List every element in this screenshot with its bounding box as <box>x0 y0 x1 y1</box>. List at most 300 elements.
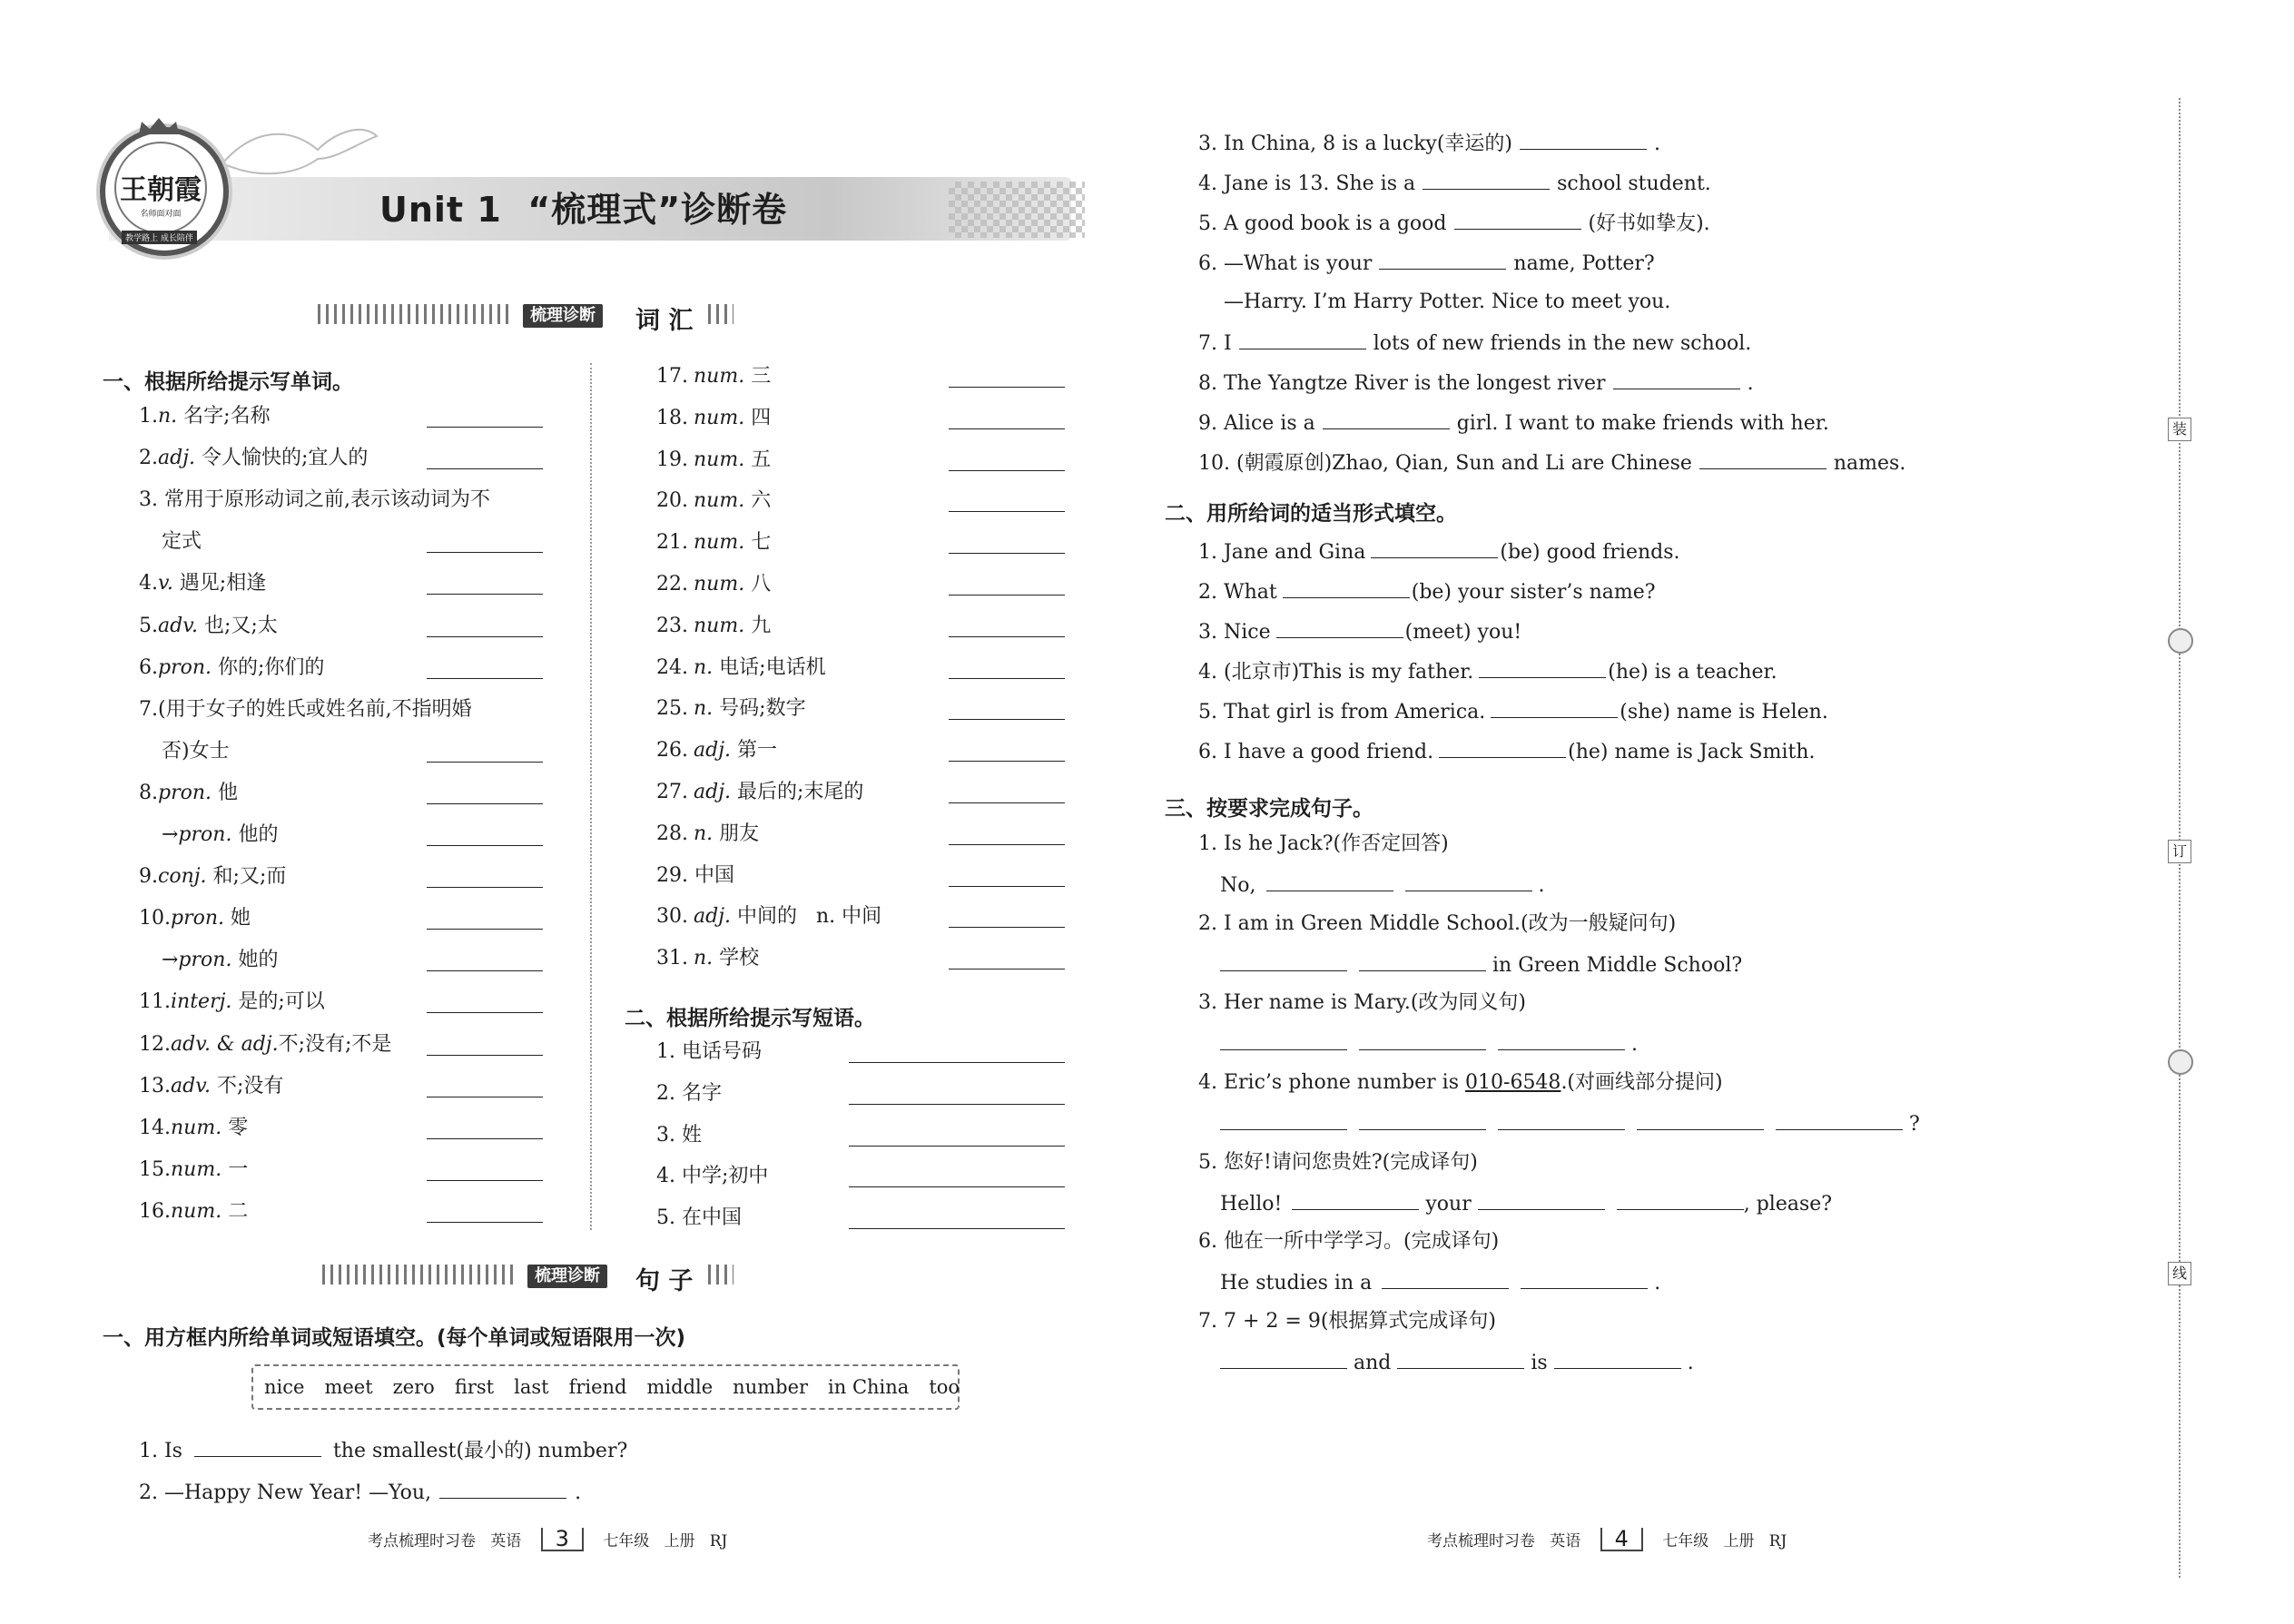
crown-icon <box>136 116 182 136</box>
task-2-prompt: 2. I am in Green Middle School.(改为一般疑问句) <box>1198 912 1677 935</box>
answer-blank[interactable] <box>1613 369 1740 389</box>
page-title: Unit 1 “梳理式”诊断卷 <box>379 190 788 230</box>
word-bank-item: in China <box>828 1376 910 1398</box>
answer-blank[interactable] <box>427 427 543 428</box>
part-of-speech: num. <box>694 407 745 429</box>
part-of-speech: num. <box>694 573 745 595</box>
answer-blank[interactable] <box>1454 209 1581 230</box>
answer-blank[interactable] <box>949 511 1065 512</box>
item-prompt: 中间的 n. 中间 <box>731 905 882 928</box>
vocab-part2-title: 二、根据所给提示写短语。 <box>625 1007 875 1030</box>
vocab-item <box>656 363 771 390</box>
answer-blank[interactable] <box>1617 1189 1744 1210</box>
item-prompt: 你的;你们的 <box>212 656 325 679</box>
word-bank-item: too <box>929 1376 960 1398</box>
task-5-prompt: 5. 您好!请问您贵姓?(完成译句) <box>1198 1151 1478 1174</box>
fill-in-item <box>1198 408 1829 438</box>
part-of-speech: n. <box>694 947 714 969</box>
answer-blank[interactable] <box>1382 1268 1509 1289</box>
part-of-speech: interj. <box>171 990 232 1013</box>
answer-blank[interactable] <box>949 761 1065 762</box>
question-text: 4. Jane is 13. She is a <box>1198 172 1416 195</box>
prompt-text: .(对画线部分提问) <box>1561 1071 1723 1094</box>
vocab-item <box>139 780 238 807</box>
part-of-speech: num. <box>694 365 745 388</box>
task-5-answer-line <box>1220 1189 1832 1218</box>
part-of-speech: →pron. <box>162 949 232 971</box>
vocab-item <box>656 779 863 806</box>
binding-mark-xian: 线 <box>2168 1262 2191 1285</box>
answer-blank[interactable] <box>439 1478 566 1499</box>
vocab-item <box>139 445 368 472</box>
phrase-item: 3. 姓 <box>656 1124 702 1147</box>
item-prompt: 六 <box>744 489 772 512</box>
vocab-item <box>139 863 286 891</box>
item-prompt: 也;又;太 <box>198 615 278 637</box>
logo-subtitle: 名师面对面 <box>140 210 182 219</box>
item-number: 17. <box>656 365 688 388</box>
logo-ring <box>114 142 207 234</box>
question-text: 5. A good book is a good <box>1198 212 1447 235</box>
answer-blank[interactable] <box>949 470 1065 471</box>
answer-blank[interactable] <box>427 929 543 930</box>
vocab-item <box>656 571 771 598</box>
question-text: lots of new friends in the new school. <box>1373 332 1752 355</box>
answer-blank[interactable] <box>427 636 543 637</box>
part-of-speech: num. <box>171 1200 222 1223</box>
item-prompt: 第一 <box>731 739 778 762</box>
part-of-speech: n. <box>694 697 714 720</box>
item-number: 25. <box>656 697 688 720</box>
part-of-speech: num. <box>694 448 745 471</box>
vocab-item <box>139 403 271 430</box>
answer-blank[interactable] <box>1478 1189 1605 1210</box>
word-form-item <box>1198 657 1777 686</box>
item-prompt: 她的 <box>231 949 279 971</box>
answer-blank[interactable] <box>949 886 1065 887</box>
answer-blank[interactable] <box>427 887 543 888</box>
answer-blank[interactable] <box>849 1104 1065 1105</box>
question-text: 2. —Happy New Year! —You, <box>139 1481 432 1504</box>
vocab-item <box>656 903 881 930</box>
task-3-prompt: 3. Her name is Mary.(改为同义句) <box>1198 991 1527 1014</box>
answer-blank[interactable] <box>427 1055 543 1056</box>
item-number: 24. <box>656 656 688 679</box>
fill-in-item <box>1198 209 1710 238</box>
question-text: . <box>1654 133 1661 155</box>
answer-blank[interactable] <box>949 387 1065 388</box>
answer-blank[interactable] <box>1220 1029 1347 1050</box>
fill-in-item <box>1198 289 1670 316</box>
item-number: 1. <box>139 405 158 428</box>
item-prompt: 他的 <box>231 823 279 846</box>
answer-blank[interactable] <box>194 1436 321 1457</box>
answer-blank[interactable] <box>427 845 543 846</box>
strip-ticks-left <box>318 304 508 324</box>
question-text: —Harry. I’m Harry Potter. Nice to meet you. <box>1198 290 1671 313</box>
question-text: (be) your sister’s name? <box>1411 581 1656 604</box>
vocab-section-strip <box>318 304 735 335</box>
part-of-speech: n. <box>158 405 178 428</box>
vocab-item <box>162 528 202 556</box>
vocab-item <box>656 529 771 556</box>
answer-blank[interactable] <box>1283 577 1410 598</box>
page-number: 3 <box>541 1528 584 1551</box>
question-text: . <box>1747 372 1754 395</box>
task-7-prompt: 7. 7 + 2 = 9(根据算式完成译句) <box>1198 1310 1496 1333</box>
complete-sentence-title: 三、按要求完成句子。 <box>1165 797 1373 821</box>
question-text: 1. Jane and Gina <box>1198 541 1366 564</box>
item-prompt: 最后的;末尾的 <box>731 781 864 803</box>
item-prompt: 不;没有 <box>211 1075 284 1097</box>
item-prompt: 零 <box>222 1117 249 1139</box>
answer-blank[interactable] <box>849 1146 1065 1147</box>
answer-suffix: . <box>1538 874 1545 897</box>
answer-blank[interactable] <box>427 762 543 763</box>
item-prompt: 遇见;相逢 <box>172 572 267 595</box>
binding-hole-icon <box>2168 1049 2193 1075</box>
vocab-item <box>139 1156 248 1184</box>
task-2-answer-line <box>1220 950 1742 979</box>
answer-blank[interactable] <box>1266 871 1393 891</box>
word-bank-item: meet <box>324 1376 373 1398</box>
question-text: 3. In China, 8 is a lucky(幸运的) <box>1198 133 1513 155</box>
answer-blank[interactable] <box>1371 537 1498 558</box>
answer-blank[interactable] <box>1239 329 1366 349</box>
answer-suffix: . <box>1654 1272 1661 1294</box>
item-prompt: 三 <box>744 365 772 388</box>
answer-blank[interactable] <box>1276 617 1403 638</box>
item-number: 8. <box>139 782 158 804</box>
binding-line <box>2179 98 2181 1578</box>
answer-blank[interactable] <box>427 1180 543 1181</box>
vocab-section-heading: 词 汇 <box>635 307 694 335</box>
vocab-part1-title: 一、根据所给提示写单词。 <box>103 370 353 394</box>
item-number: 14. <box>139 1117 171 1139</box>
question-text: 4. (北京市)This is my father. <box>1198 661 1474 684</box>
part-of-speech: adj. <box>694 905 732 928</box>
part-of-speech: conj. <box>158 865 207 888</box>
vocab-item <box>139 1031 391 1058</box>
vocab-item <box>162 947 278 974</box>
answer-blank[interactable] <box>949 927 1065 928</box>
fill-in-item <box>1198 369 1754 398</box>
item-prompt: 是的;可以 <box>231 990 325 1013</box>
answer-blank[interactable] <box>949 553 1065 554</box>
vocab-section-tag: 梳理诊断 <box>523 304 603 328</box>
answer-blank[interactable] <box>427 594 543 595</box>
answer-blank[interactable] <box>427 1012 543 1013</box>
item-number: 28. <box>656 822 688 845</box>
item-number: 16. <box>139 1200 171 1223</box>
answer-blank[interactable] <box>1220 1109 1347 1130</box>
answer-blank[interactable] <box>1491 697 1618 718</box>
strip-ticks-right <box>708 304 733 324</box>
fill-question-1 <box>139 1436 627 1465</box>
answer-blank[interactable] <box>949 719 1065 720</box>
word-bank-item: friend <box>568 1376 627 1398</box>
answer-blank[interactable] <box>1405 871 1532 891</box>
answer-blank[interactable] <box>1498 1029 1625 1050</box>
sentence-part1-title: 一、用方框内所给单词或短语填空。(每个单词或短语限用一次) <box>103 1326 686 1350</box>
vocab-item <box>656 447 771 474</box>
answer-blank[interactable] <box>427 678 543 679</box>
answer-blank[interactable] <box>427 552 543 553</box>
question-text: 10. (朝霞原创)Zhao, Qian, Sun and Li are Chinese <box>1198 452 1692 475</box>
answer-blank[interactable] <box>1554 1348 1681 1369</box>
item-number: 23. <box>656 615 688 637</box>
answer-middle: your <box>1425 1193 1472 1216</box>
item-number: 18. <box>656 407 688 429</box>
vocab-item <box>162 738 230 765</box>
item-number: 27. <box>656 781 688 803</box>
page-footer-left <box>368 1528 727 1551</box>
item-prompt: 二 <box>222 1200 249 1223</box>
vocab-item <box>656 737 777 764</box>
question-text: 6. I have a good friend. <box>1198 741 1434 763</box>
word-bank-item: nice <box>264 1376 305 1398</box>
part-of-speech: num. <box>694 489 745 512</box>
word-form-item <box>1198 617 1521 646</box>
fill-in-item <box>1198 129 1660 158</box>
answer-blank[interactable] <box>1776 1109 1903 1130</box>
item-number: 21. <box>656 531 688 554</box>
fill-in-item <box>1198 329 1751 358</box>
part-of-speech: adv. & adj. <box>171 1033 279 1056</box>
question-text: the smallest(最小的) number? <box>332 1440 628 1462</box>
question-text: girl. I want to make friends with her. <box>1456 412 1829 435</box>
answer-blank[interactable] <box>1498 1109 1625 1130</box>
answer-blank[interactable] <box>849 1186 1065 1187</box>
item-prompt: 他 <box>212 782 239 804</box>
answer-blank[interactable] <box>1397 1348 1524 1369</box>
sentence-section-heading: 句 子 <box>635 1267 694 1295</box>
question-text: 2. What <box>1198 581 1277 604</box>
answer-prefix: He studies in a <box>1220 1272 1373 1294</box>
task-4-prompt <box>1198 1069 1723 1097</box>
item-prompt: 学校 <box>713 947 760 969</box>
part-of-speech: →pron. <box>162 823 232 846</box>
sentence-section-strip <box>322 1265 740 1295</box>
part-of-speech: adj. <box>158 447 196 469</box>
answer-blank[interactable] <box>427 803 543 804</box>
item-number: 29. <box>656 864 688 887</box>
item-prompt: 她 <box>224 907 251 930</box>
item-prompt: 九 <box>744 615 772 637</box>
item-prompt: 定式 <box>162 530 202 553</box>
answer-blank[interactable] <box>949 802 1065 803</box>
task-6-prompt: 6. 他在一所中学学习。(完成译句) <box>1198 1230 1500 1253</box>
answer-blank[interactable] <box>949 844 1065 845</box>
underlined-phone-number: 010-6548 <box>1465 1071 1561 1094</box>
question-text: (be) good friends. <box>1500 541 1680 564</box>
part-of-speech: n. <box>694 656 714 679</box>
answer-blank[interactable] <box>1323 408 1450 429</box>
column-divider <box>590 363 592 1230</box>
word-form-item <box>1198 697 1828 726</box>
vocab-item <box>139 655 324 682</box>
vocab-item <box>139 1198 248 1225</box>
question-text: 7. I <box>1198 332 1232 355</box>
word-bank-item: zero <box>392 1376 435 1398</box>
answer-blank[interactable] <box>949 428 1065 429</box>
answer-blank[interactable] <box>1479 657 1606 678</box>
question-text: (she) name is Helen. <box>1620 701 1828 723</box>
logo-name: 王朝霞 <box>120 174 202 206</box>
answer-suffix: ? <box>1909 1113 1920 1136</box>
answer-prefix: No, <box>1220 874 1256 897</box>
question-text: 5. That girl is from America. <box>1198 701 1486 723</box>
answer-blank[interactable] <box>1520 129 1647 150</box>
item-prompt: 名字;名称 <box>177 405 271 428</box>
vocab-item <box>139 696 472 723</box>
binding-mark-ding: 订 <box>2168 840 2191 863</box>
ribbon-decoration <box>218 109 381 191</box>
answer-blank[interactable] <box>1637 1109 1764 1130</box>
answer-prefix: Hello! <box>1220 1193 1283 1216</box>
vocab-item <box>162 822 278 849</box>
item-number: 13. <box>139 1075 171 1097</box>
vocab-item <box>139 570 266 597</box>
fill-question-2 <box>139 1478 581 1507</box>
question-text: 9. Alice is a <box>1198 412 1315 435</box>
phrase-item: 2. 名字 <box>656 1082 722 1105</box>
part-of-speech: n. <box>694 822 714 845</box>
part-of-speech: num. <box>694 531 745 554</box>
answer-blank[interactable] <box>849 1228 1065 1229</box>
fill-in-item <box>1198 249 1655 278</box>
item-prompt: 五 <box>744 448 772 471</box>
strip-ticks-left <box>322 1265 513 1284</box>
item-number: 30. <box>656 905 688 928</box>
answer-blank[interactable] <box>1521 1268 1648 1289</box>
word-bank-box <box>251 1364 960 1410</box>
item-number: 9. <box>139 865 158 888</box>
part-of-speech: pron. <box>158 656 212 679</box>
word-bank-item: last <box>514 1376 549 1398</box>
item-prompt: (用于女子的姓氏或姓名前,不指明婚 <box>158 698 472 721</box>
sentence-section-tag: 梳理诊断 <box>527 1265 607 1288</box>
answer-blank[interactable] <box>1359 950 1486 971</box>
vocab-item <box>139 1073 283 1100</box>
answer-blank[interactable] <box>427 1138 543 1139</box>
part-of-speech: v. <box>158 572 173 595</box>
question-text: . <box>575 1481 582 1504</box>
vocab-item <box>656 405 771 432</box>
vocab-item <box>656 655 826 682</box>
phrase-item: 4. 中学;初中 <box>656 1165 769 1187</box>
vocab-item <box>139 989 325 1016</box>
footer-grade: 七年级 上册 RJ <box>603 1532 728 1550</box>
word-form-item <box>1198 537 1680 566</box>
page-footer-right <box>1427 1528 1787 1551</box>
item-prompt: 和;又;而 <box>206 865 287 888</box>
item-number: 22. <box>656 573 688 595</box>
answer-blank[interactable] <box>427 468 543 469</box>
answer-blank[interactable] <box>1220 1348 1347 1369</box>
item-number: 10. <box>139 907 171 930</box>
item-prompt: 七 <box>744 531 772 554</box>
question-text: (好书如挚友). <box>1588 212 1710 235</box>
item-prompt: 八 <box>744 573 772 595</box>
answer-blank[interactable] <box>1379 249 1506 270</box>
item-number: 26. <box>656 739 688 762</box>
answer-blank[interactable] <box>427 970 543 971</box>
form-section-title: 二、用所给词的适当形式填空。 <box>1165 502 1457 526</box>
vocab-item <box>656 862 734 890</box>
answer-blank[interactable] <box>1439 737 1566 758</box>
answer-blank[interactable] <box>1359 1029 1486 1050</box>
item-number: 12. <box>139 1033 171 1056</box>
item-prompt: 一 <box>222 1158 249 1181</box>
question-text: 6. —What is your <box>1198 252 1373 275</box>
binding-hole-icon <box>2168 628 2193 654</box>
question-text: names. <box>1833 452 1906 475</box>
answer-blank[interactable] <box>1359 1109 1486 1130</box>
title-banner-pattern <box>949 182 1085 238</box>
item-prompt: 常用于原形动词之前,表示该动词为不 <box>158 488 490 511</box>
item-prompt: 号码;数字 <box>713 697 806 720</box>
vocab-item <box>139 1115 248 1142</box>
task-6-answer-line <box>1220 1268 1660 1297</box>
task-4-answer-line <box>1220 1109 1920 1138</box>
item-prompt: 电话;电话机 <box>713 656 826 679</box>
page-number: 4 <box>1600 1528 1643 1551</box>
answer-blank[interactable] <box>1292 1189 1419 1210</box>
answer-middle: and <box>1354 1352 1392 1374</box>
question-text: (he) is a teacher. <box>1608 661 1777 684</box>
part-of-speech: pron. <box>171 907 225 930</box>
answer-blank[interactable] <box>949 678 1065 679</box>
task-7-answer-line <box>1220 1348 1694 1377</box>
answer-suffix: . <box>1687 1352 1694 1374</box>
binding-mark-zhuang: 装 <box>2168 418 2191 441</box>
item-number: 4. <box>139 572 158 595</box>
answer-middle: is <box>1531 1352 1548 1374</box>
answer-blank[interactable] <box>1220 950 1347 971</box>
item-prompt: 朋友 <box>713 822 760 845</box>
item-prompt: 中国 <box>688 864 734 887</box>
item-prompt: 不;没有;不是 <box>278 1033 392 1056</box>
answer-blank[interactable] <box>427 1222 543 1223</box>
question-text: (he) name is Jack Smith. <box>1568 741 1816 763</box>
phrase-item: 1. 电话号码 <box>656 1040 762 1063</box>
footer-book-title: 考点梳理时习卷 英语 <box>1427 1532 1581 1550</box>
answer-suffix: in Green Middle School? <box>1492 954 1743 977</box>
item-number: 15. <box>139 1158 171 1181</box>
answer-blank[interactable] <box>949 636 1065 637</box>
prompt-text: 4. Eric’s phone number is <box>1198 1071 1466 1094</box>
item-number: 3. <box>139 488 158 511</box>
item-number: 2. <box>139 447 158 469</box>
task-3-answer-line <box>1220 1029 1638 1058</box>
answer-blank[interactable] <box>849 1062 1065 1063</box>
question-text: name, Potter? <box>1513 252 1655 275</box>
vocab-item <box>656 821 759 848</box>
question-text: 3. Nice <box>1198 621 1271 644</box>
logo-tagline: 教学路上 成长陪伴 <box>122 231 197 244</box>
answer-blank[interactable] <box>1423 169 1550 190</box>
item-number: 11. <box>139 990 171 1013</box>
item-number: 5. <box>139 615 158 637</box>
item-number: 20. <box>656 489 688 512</box>
vocab-item <box>656 695 806 723</box>
answer-blank[interactable] <box>1699 448 1826 469</box>
part-of-speech: adv. <box>158 615 199 637</box>
part-of-speech: num. <box>694 615 745 637</box>
task-1-answer-line <box>1220 871 1545 900</box>
fill-in-item <box>1198 169 1711 198</box>
